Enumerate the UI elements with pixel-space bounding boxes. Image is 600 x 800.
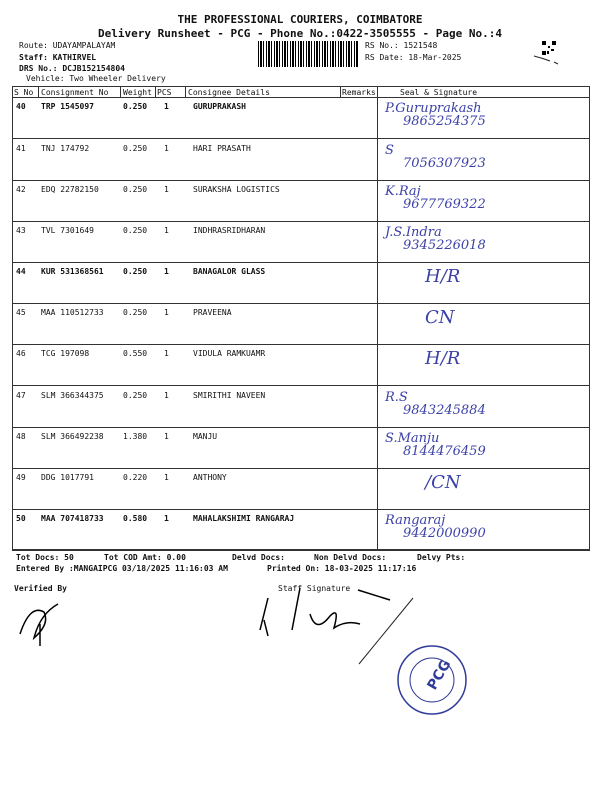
row-sno: 44	[16, 267, 26, 276]
signature-col-divider	[377, 139, 378, 180]
row-signature	[385, 431, 585, 466]
row-consignee: SURAKSHA LOGISTICS	[193, 185, 280, 194]
row-divider	[12, 303, 590, 304]
runsheet-subtitle: Delivery Runsheet - PCG - Phone No.:0422-3505555 - Page No.:4	[98, 27, 502, 40]
row-signature	[385, 143, 585, 178]
non-delvd-docs: Non Delvd Docs:	[314, 553, 387, 562]
col-header-weight: Weight	[123, 88, 152, 97]
row-divider	[12, 262, 590, 263]
row-weight: 0.250	[123, 226, 148, 235]
entered-by: Entered By :MANGAIPCG 03/18/2025 11:16:03 AM	[16, 564, 228, 573]
staff-value: KATHIRVEL	[52, 53, 97, 62]
stamp-text: PCG	[424, 657, 455, 693]
signature-line-1: R.S	[385, 390, 408, 405]
row-consignee: BANAGALOR GLASS	[193, 267, 266, 276]
row-consignee: ANTHONY	[193, 473, 227, 482]
vehicle-value: Two Wheeler Delivery	[69, 74, 166, 83]
signature-col-divider	[377, 509, 378, 550]
route-line	[19, 41, 115, 50]
row-signature	[385, 390, 585, 425]
row-weight: 0.250	[123, 391, 148, 400]
vehicle-label: Vehicle:	[26, 74, 65, 83]
signature-line-1: S	[385, 143, 394, 158]
row-consignment-no: TCG 197098	[41, 349, 90, 358]
row-consignee: MANJU	[193, 432, 218, 441]
row-pcs: 1	[164, 432, 169, 441]
staff-signature-label: Staff Signature	[278, 584, 351, 593]
row-consignment-no: KUR 531368561	[41, 267, 104, 276]
verifier-signature	[10, 594, 70, 650]
barcode	[258, 41, 358, 67]
row-divider	[12, 344, 590, 345]
row-divider	[12, 427, 590, 428]
signature-col-divider	[377, 262, 378, 303]
printed-on: Printed On: 18-03-2025 11:17:16	[267, 564, 417, 573]
rs-no-value: 1521548	[403, 41, 438, 50]
rs-date-label: RS Date:	[365, 53, 404, 62]
row-weight: 0.220	[123, 473, 148, 482]
row-weight: 0.250	[123, 267, 148, 276]
signature-line-2: 7056307923	[403, 156, 486, 171]
row-consignment-no: TRP 1545097	[41, 102, 94, 111]
row-divider	[12, 180, 590, 181]
col-header-consignee: Consignee Details	[188, 88, 270, 97]
row-signature	[385, 225, 585, 260]
row-consignment-no: MAA 707418733	[41, 514, 104, 523]
row-pcs: 1	[164, 473, 169, 482]
row-weight: 0.580	[123, 514, 148, 523]
signature-line-2: 9865254375	[403, 114, 486, 129]
row-consignee: MAHALAKSHIMI RANGARAJ	[193, 514, 295, 523]
row-consignment-no: TVL 7301649	[41, 226, 94, 235]
signature-col-divider	[377, 180, 378, 221]
signature-line-2: 9442000990	[403, 526, 486, 541]
pen-mark	[532, 52, 562, 66]
row-signature	[385, 266, 585, 301]
row-consignee: INDHRASRIDHARAN	[193, 226, 266, 235]
verified-by-label: Verified By	[14, 584, 67, 593]
row-signature	[385, 472, 585, 507]
signature-line-1: H/R	[425, 348, 461, 369]
row-divider	[12, 385, 590, 386]
row-sno: 42	[16, 185, 26, 194]
row-consignee: PRAVEENA	[193, 308, 232, 317]
route-value: UDAYAMPALAYAM	[52, 41, 116, 50]
row-sno: 45	[16, 308, 26, 317]
delvd-docs: Delvd Docs:	[232, 553, 285, 562]
row-pcs: 1	[164, 226, 169, 235]
signature-line-1: K.Raj	[385, 184, 421, 199]
signature-line-1: /CN	[425, 472, 461, 493]
row-divider	[12, 221, 590, 222]
rs-no-label: RS No.:	[365, 41, 399, 50]
row-consignment-no: TNJ 174792	[41, 144, 90, 153]
row-sno: 48	[16, 432, 26, 441]
signature-line-2: 9843245884	[403, 403, 486, 418]
col-header-remarks: Remarks	[342, 88, 376, 97]
drs-value: DCJB152154804	[62, 64, 125, 73]
row-pcs: 1	[164, 308, 169, 317]
stamp-slash	[355, 596, 415, 666]
row-consignment-no: DDG 1017791	[41, 473, 94, 482]
row-weight: 1.380	[123, 432, 148, 441]
row-consignment-no: MAA 110512733	[41, 308, 104, 317]
row-consignee: GURUPRAKASH	[193, 102, 246, 111]
row-signature	[385, 348, 585, 383]
row-signature	[385, 513, 585, 548]
row-sno: 47	[16, 391, 26, 400]
tot-docs: Tot Docs: 50	[16, 553, 74, 562]
drs-label: DRS No.:	[19, 64, 58, 73]
signature-col-divider	[377, 303, 378, 344]
row-pcs: 1	[164, 391, 169, 400]
row-sno: 40	[16, 102, 26, 111]
row-consignment-no: SLM 366344375	[41, 391, 104, 400]
row-signature	[385, 101, 585, 136]
row-pcs: 1	[164, 144, 169, 153]
signature-line-1: H/R	[425, 266, 461, 287]
row-pcs: 1	[164, 102, 169, 111]
signature-col-divider	[377, 97, 378, 138]
row-pcs: 1	[164, 349, 169, 358]
signature-line-1: S.Manju	[385, 431, 440, 446]
row-divider	[12, 550, 590, 551]
row-signature	[385, 307, 585, 342]
tot-cod-amt: Tot COD Amt: 0.00	[104, 553, 186, 562]
drs-line	[19, 64, 125, 73]
row-weight: 0.550	[123, 349, 148, 358]
signature-col-divider	[377, 468, 378, 509]
row-pcs: 1	[164, 267, 169, 276]
signature-line-1: Rangaraj	[385, 513, 446, 528]
route-label: Route:	[19, 41, 48, 50]
rs-date-line	[365, 53, 461, 62]
row-sno: 43	[16, 226, 26, 235]
signature-line-1: J.S.Indra	[385, 225, 442, 240]
signature-col-divider	[377, 386, 378, 427]
rs-no-line	[365, 41, 437, 50]
row-divider	[12, 468, 590, 469]
row-pcs: 1	[164, 185, 169, 194]
signature-line-1: CN	[425, 307, 455, 328]
row-consignee: SMIRITHI NAVEEN	[193, 391, 266, 400]
col-header-sno: S No	[14, 88, 34, 97]
staff-line	[19, 53, 96, 62]
row-sno: 49	[16, 473, 26, 482]
signature-col-divider	[377, 427, 378, 468]
row-divider	[12, 138, 590, 139]
row-weight: 0.250	[123, 102, 148, 111]
signature-col-divider	[377, 221, 378, 262]
row-signature	[385, 184, 585, 219]
col-header-signature: Seal & Signature	[400, 88, 478, 97]
delvy-pts: Delvy Pts:	[417, 553, 466, 562]
signature-line-2: 9345226018	[403, 238, 486, 253]
row-weight: 0.250	[123, 144, 148, 153]
signature-line-2: 9677769322	[403, 197, 486, 212]
signature-line-1: P.Guruprakash	[385, 101, 482, 116]
col-header-pcs: PCS	[157, 88, 172, 97]
signature-line-2: 8144476459	[403, 444, 486, 459]
row-sno: 41	[16, 144, 26, 153]
col-header-consignment: Consignment No	[41, 88, 109, 97]
company-title: THE PROFESSIONAL COURIERS, COIMBATORE	[177, 13, 423, 26]
row-consignment-no: EDQ 22782150	[41, 185, 99, 194]
row-weight: 0.250	[123, 185, 148, 194]
row-sno: 46	[16, 349, 26, 358]
row-weight: 0.250	[123, 308, 148, 317]
vehicle-line	[26, 74, 166, 83]
row-consignee: HARI PRASATH	[193, 144, 251, 153]
row-consignment-no: SLM 366492238	[41, 432, 104, 441]
row-sno: 50	[16, 514, 26, 523]
rs-date-value: 18-Mar-2025	[408, 53, 462, 62]
row-divider	[12, 509, 590, 510]
signature-col-divider	[377, 344, 378, 385]
row-consignee: VIDULA RAMKUAMR	[193, 349, 266, 358]
staff-label: Staff:	[19, 53, 48, 62]
row-pcs: 1	[164, 514, 169, 523]
